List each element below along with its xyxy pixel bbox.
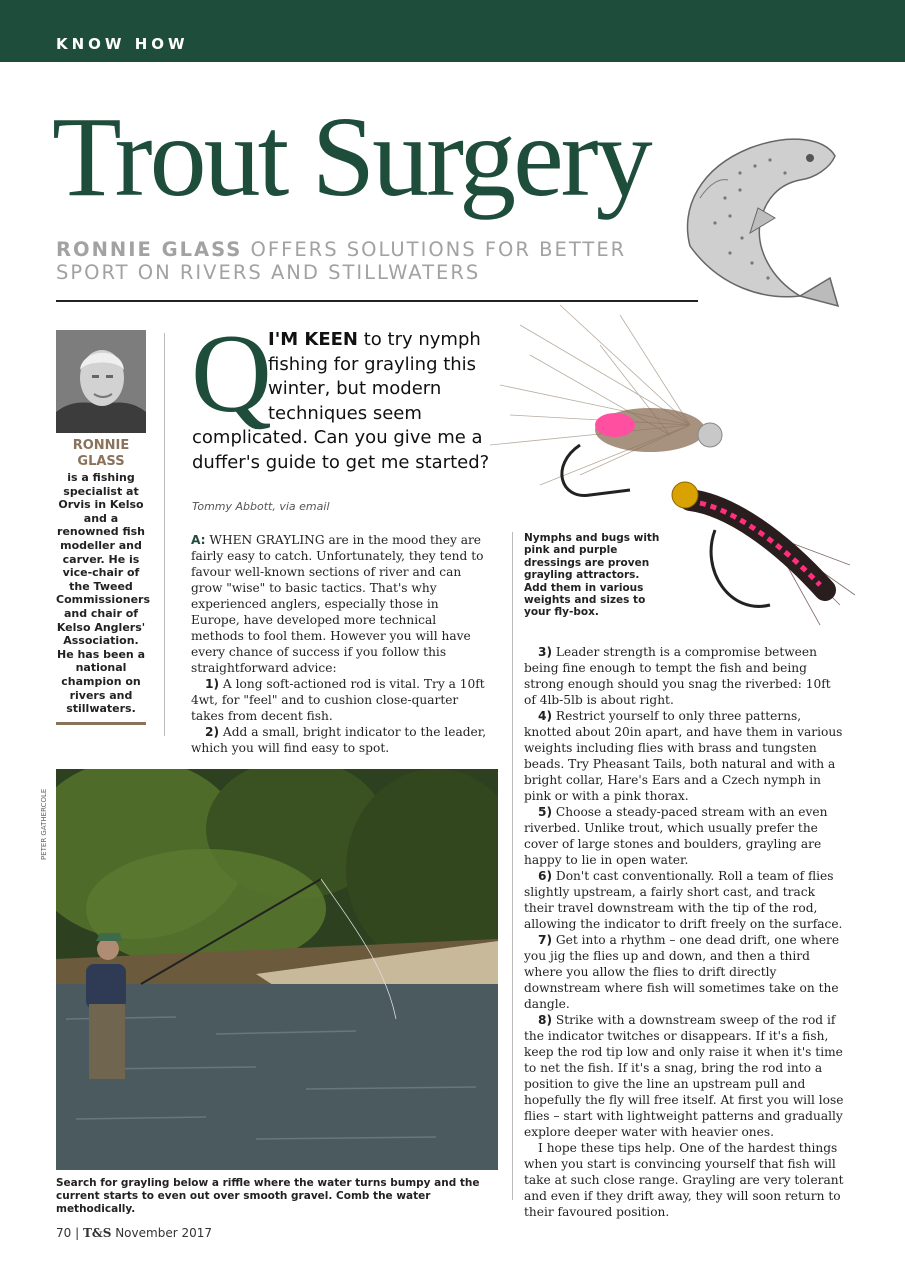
answer-column-left [191,532,491,756]
tip-item: 5) Choose a steady-paced stream with an even riverbed. Unlike trout, which usually prefer the cover of large stones and boulders, grayling are happy to lie in open water. [524,805,828,867]
photo-caption: Search for grayling below a riffle where the water turns bumpy and the current starts to even out over smooth gravel. Comb the water methodically. [56,1177,480,1215]
standfirst [56,238,676,284]
page-number: 70 [56,1226,72,1240]
answer-label: A: [191,533,206,547]
question-dropcap: Q [191,312,272,436]
answer-column-right [524,644,844,1220]
closing-paragraph: I hope these tips help. One of the hardest things when you start is convincing yourself that fish will take at such close range. Grayling are very tolerant and even if they drift away, they will soon return to their favoured position. [524,1141,844,1219]
bio-rule [56,722,146,725]
page-footer: 70 | T&S November 2017 [56,1226,212,1240]
standfirst-author: RONNIE GLASS [56,238,243,261]
page-title: Trout Surgery [52,93,650,220]
author-bio: is a fishing specialist at Orvis in Kelso and a renowned fish modeller and carver. He is vice-chair of the Tweed Commissioners and chair of Kelso Anglers' Association. He has been a national champion on rivers and stillwaters. [56,471,151,716]
answer-intro: A: WHEN GRAYLING are in the mood they are fairly easy to catch. Unfortunately, they tend to favour well-known sections of river and can grow "wise" to basic tactics. That's why experienced anglers, especially those in Europe, have developed more technical methods to fool them. However you will have every chance of success if you follow this straightforward advice: [191,533,484,675]
flies-caption: Nymphs and bugs with pink and purple dressings are proven grayling attractors. Add them in various weights and sizes to your fly-box. [524,532,660,619]
tip-item: 1) A long soft-actioned rod is vital. Try a 10ft 4wt, for "feel" and to cushion close-quarter takes from decent fish. [191,677,485,723]
question-body: to try nymph fishing for grayling this winter, but modern techniques seem complicated. Can you give me a duffer's guide to get me started? [192,329,490,473]
angler-river-photo [56,769,498,1170]
issue-date: November 2017 [111,1226,212,1240]
tip-item: 6) Don't cast conventionally. Roll a team of flies slightly upstream, a fairly short cast, and track their travel downstream with the tip of the rod, allowing the indicator to drift freely on the surface. [524,869,843,931]
tip-item: 4) Restrict yourself to only three patterns, knotted about 20in apart, and have them in various weights including flies with brass and tungsten beads. Try Pheasant Tails, both natural and with a bright collar, Hare's Ears and a Czech nymph in pink or with a pink thorax. [524,709,843,803]
magazine-logo: T&S [82,1226,112,1240]
standfirst-text: OFFERS SOLUTIONS FOR BETTER SPORT ON RIVERS AND STILLWATERS [56,238,627,284]
section-label: KNOW HOW [56,35,189,53]
trout-illustration-icon [680,128,840,308]
tip-item: 3) Leader strength is a compromise between being fine enough to tempt the fish and being strong enough should you snag the riverbed: 10ft of 4lb-5lb is about right. [524,645,831,707]
tip-item: 8) Strike with a downstream sweep of the rod if the indicator twitches or disappears. If it's a fish, keep the rod tip low and only raise it when it's time to net the fish. If it's a snag, bring the rod into a position to give the line an upstream pull and hopefully the fly will free itself. At first you will lose flies – start with lightweight patterns and gradually explore deeper water with heavier ones. [524,1013,844,1139]
question-credit: Tommy Abbott, via email [192,500,330,513]
author-photo [56,330,146,433]
tip-item: 7) Get into a rhythm – one dead drift, one where you jig the flies up and down, and then a third where you allow the flies to drift directly downstream where fish will sometimes take on the dangle. [524,933,840,1011]
column-rule [164,333,165,736]
question-lead: I'M KEEN [268,329,358,350]
author-name: RONNIE GLASS [72,438,130,469]
tip-item: 2) Add a small, bright indicator to the leader, which you will find easy to spot. [191,725,487,755]
question-text [192,328,492,475]
column-divider [512,532,513,1200]
photo-credit: PETER GATHERCOLE [40,788,48,860]
